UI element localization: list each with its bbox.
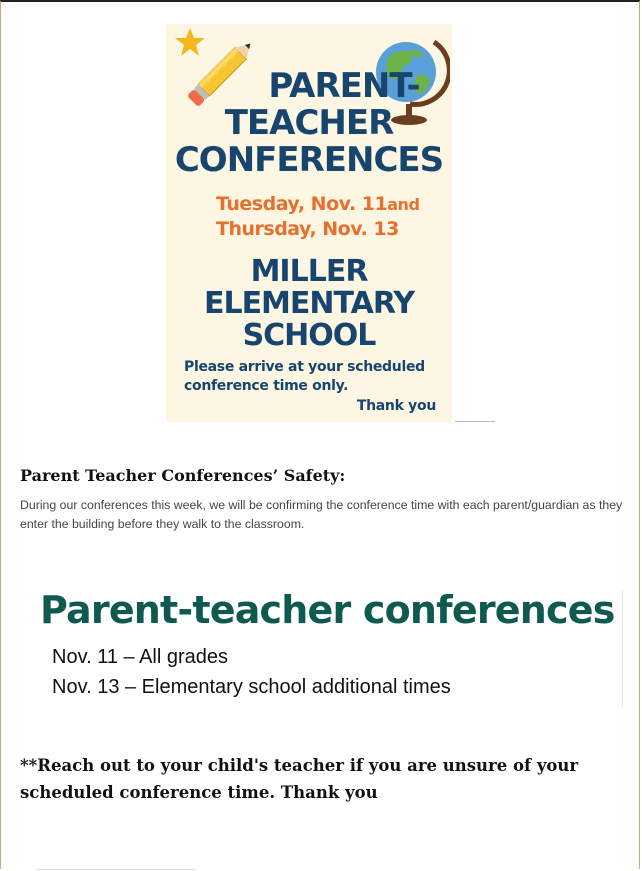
flyer-title-line2: TEACHER xyxy=(224,103,394,143)
banner-line-elementary: Nov. 13 – Elementary school additional times xyxy=(52,676,451,698)
flyer-arrival-note xyxy=(184,358,444,396)
flyer-title-line3: CONFERENCES xyxy=(174,140,444,180)
flyer-school-name xyxy=(166,256,452,352)
safety-heading: Parent Teacher Conferences’ Safety: xyxy=(20,466,346,485)
flyer-title xyxy=(166,68,452,179)
conference-dates-banner xyxy=(40,588,640,708)
banner-border xyxy=(622,590,623,708)
bottom-divider xyxy=(36,869,196,870)
flyer-title-line1: PARENT- xyxy=(268,66,420,106)
flyer-date-line2: Thursday, Nov. 13 xyxy=(216,218,399,240)
banner-heading: Parent-teacher conferences xyxy=(40,588,615,632)
flyer-arrive-line2: conference time only. xyxy=(184,378,349,394)
safety-paragraph: During our conferences this week, we will be confirming the conference time with each parent/guardian as they enter the building before they walk to the classroom. xyxy=(20,498,623,531)
flyer-school-line2: ELEMENTARY xyxy=(203,286,415,321)
flyer-date-line1: Tuesday, Nov. 11 xyxy=(216,193,388,215)
flyer-date-and: and xyxy=(387,195,420,214)
flyer-dates xyxy=(216,192,446,241)
flyer-school-line3: SCHOOL xyxy=(242,318,376,353)
banner-line-all-grades: Nov. 11 – All grades xyxy=(52,646,229,668)
flyer-school-line1: MILLER xyxy=(250,254,368,289)
flyer-arrive-line1: Please arrive at your scheduled xyxy=(184,359,425,375)
divider xyxy=(455,421,495,422)
conference-flyer xyxy=(166,24,452,422)
reminder-text: **Reach out to your child's teacher if you are unsure of your scheduled conference time. Thank you xyxy=(20,756,579,802)
flyer-thank-you: Thank you xyxy=(356,398,436,414)
